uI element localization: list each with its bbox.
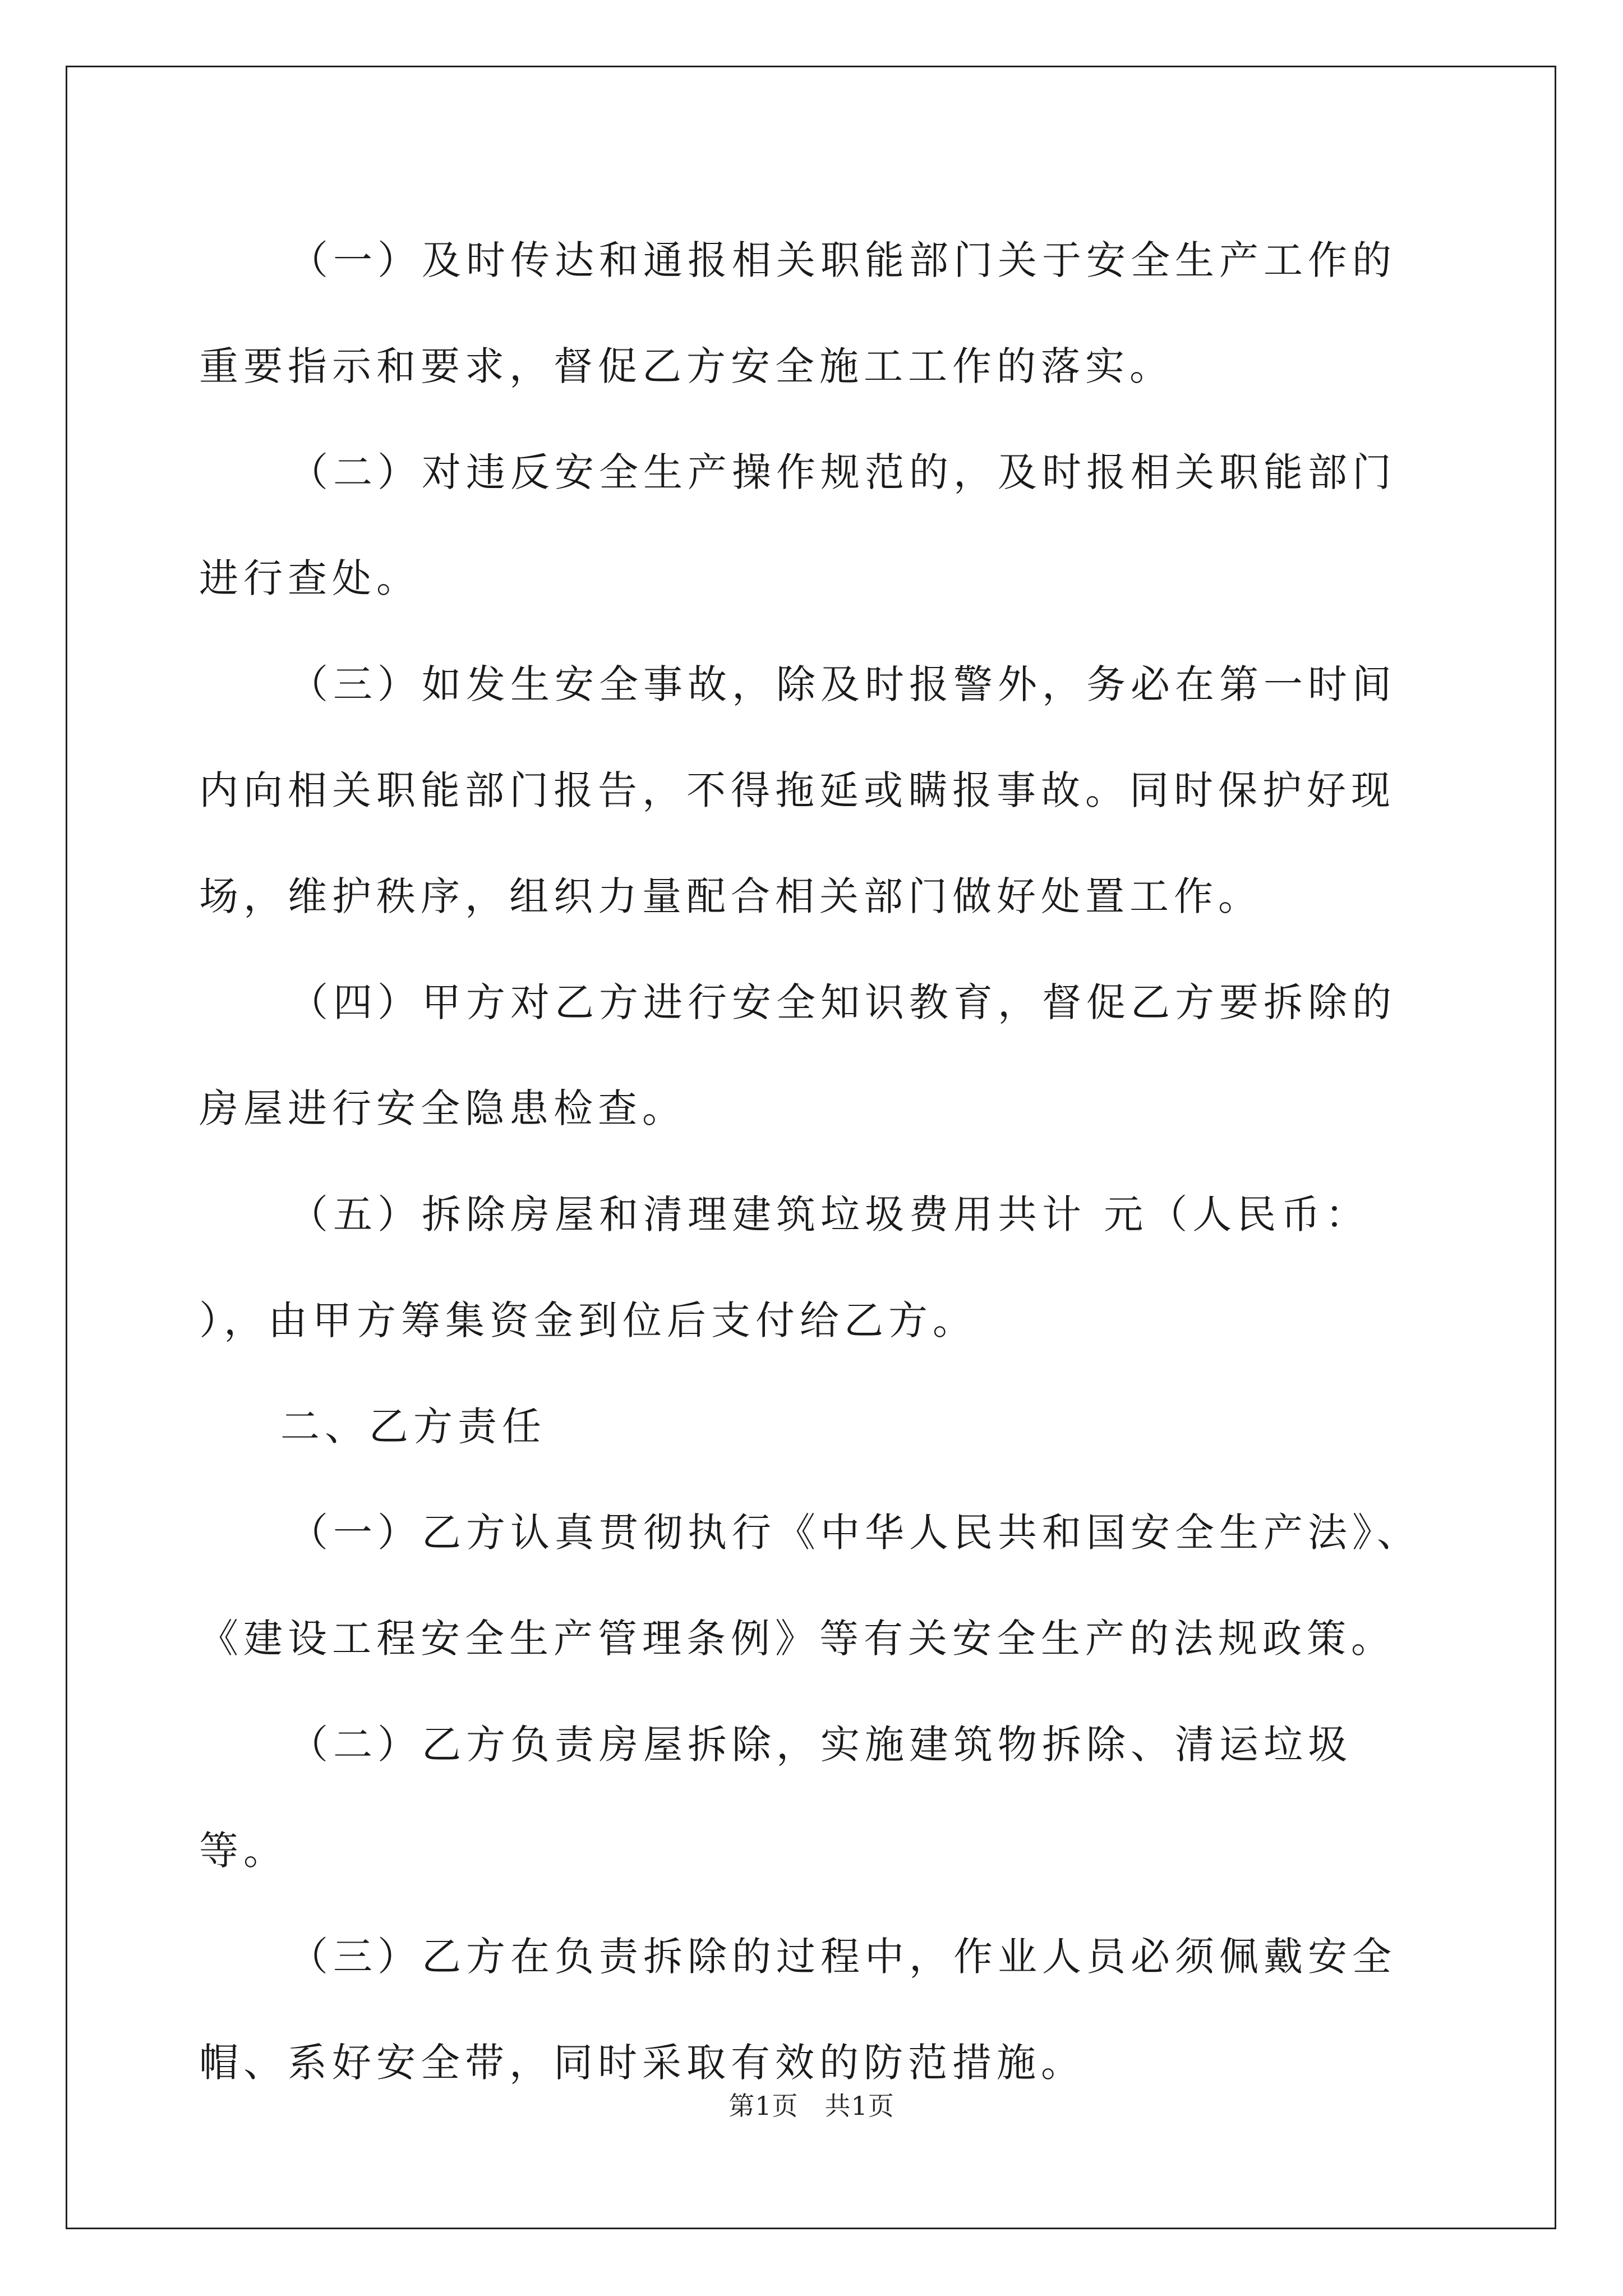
page-total: 共1页	[824, 2091, 895, 2121]
paragraph-item-2: （二）对违反安全生产操作规范的，及时报相关职能部门进行查处。	[199, 449, 1396, 601]
paragraph-item-1: （一）及时传达和通报相关职能部门关于安全生产工作的重要指示和要求，督促乙方安全施工工作的落实。	[199, 237, 1396, 389]
paragraph-item-7: （二）乙方负责房屋拆除，实施建筑物拆除、清运垃圾等。	[199, 1722, 1352, 1874]
document-body	[199, 208, 1433, 2116]
paragraph-item-8: （三）乙方在负责拆除的过程中，作业人员必须佩戴安全帽、系好安全带，同时采取有效的防范措施。	[199, 1934, 1396, 2086]
paragraph-item-6: （一）乙方认真贯彻执行《中华人民共和国安全生产法》、《建设工程安全生产管理条例》等有关安全生产的法规政策。	[199, 1510, 1421, 1662]
page-footer	[0, 2086, 1623, 2123]
paragraph-item-4: （四）甲方对乙方进行安全知识教育，督促乙方要拆除的房屋进行安全隐患检查。	[199, 979, 1396, 1131]
section-heading: 二、乙方责任	[280, 1404, 546, 1450]
page-number: 第1页	[728, 2091, 799, 2121]
paragraph-item-3: （三）如发生安全事故，除及时报警外，务必在第一时间内向相关职能部门报告，不得拖延或瞒报事故。同时保护好现场，维护秩序，组织力量配合相关部门做好处置工作。	[199, 661, 1396, 919]
paragraph-item-5: （五）拆除房屋和清理建筑垃圾费用共计 元（人民币： ），由甲方筹集资金到位后支付给乙方。	[199, 1191, 1370, 1343]
